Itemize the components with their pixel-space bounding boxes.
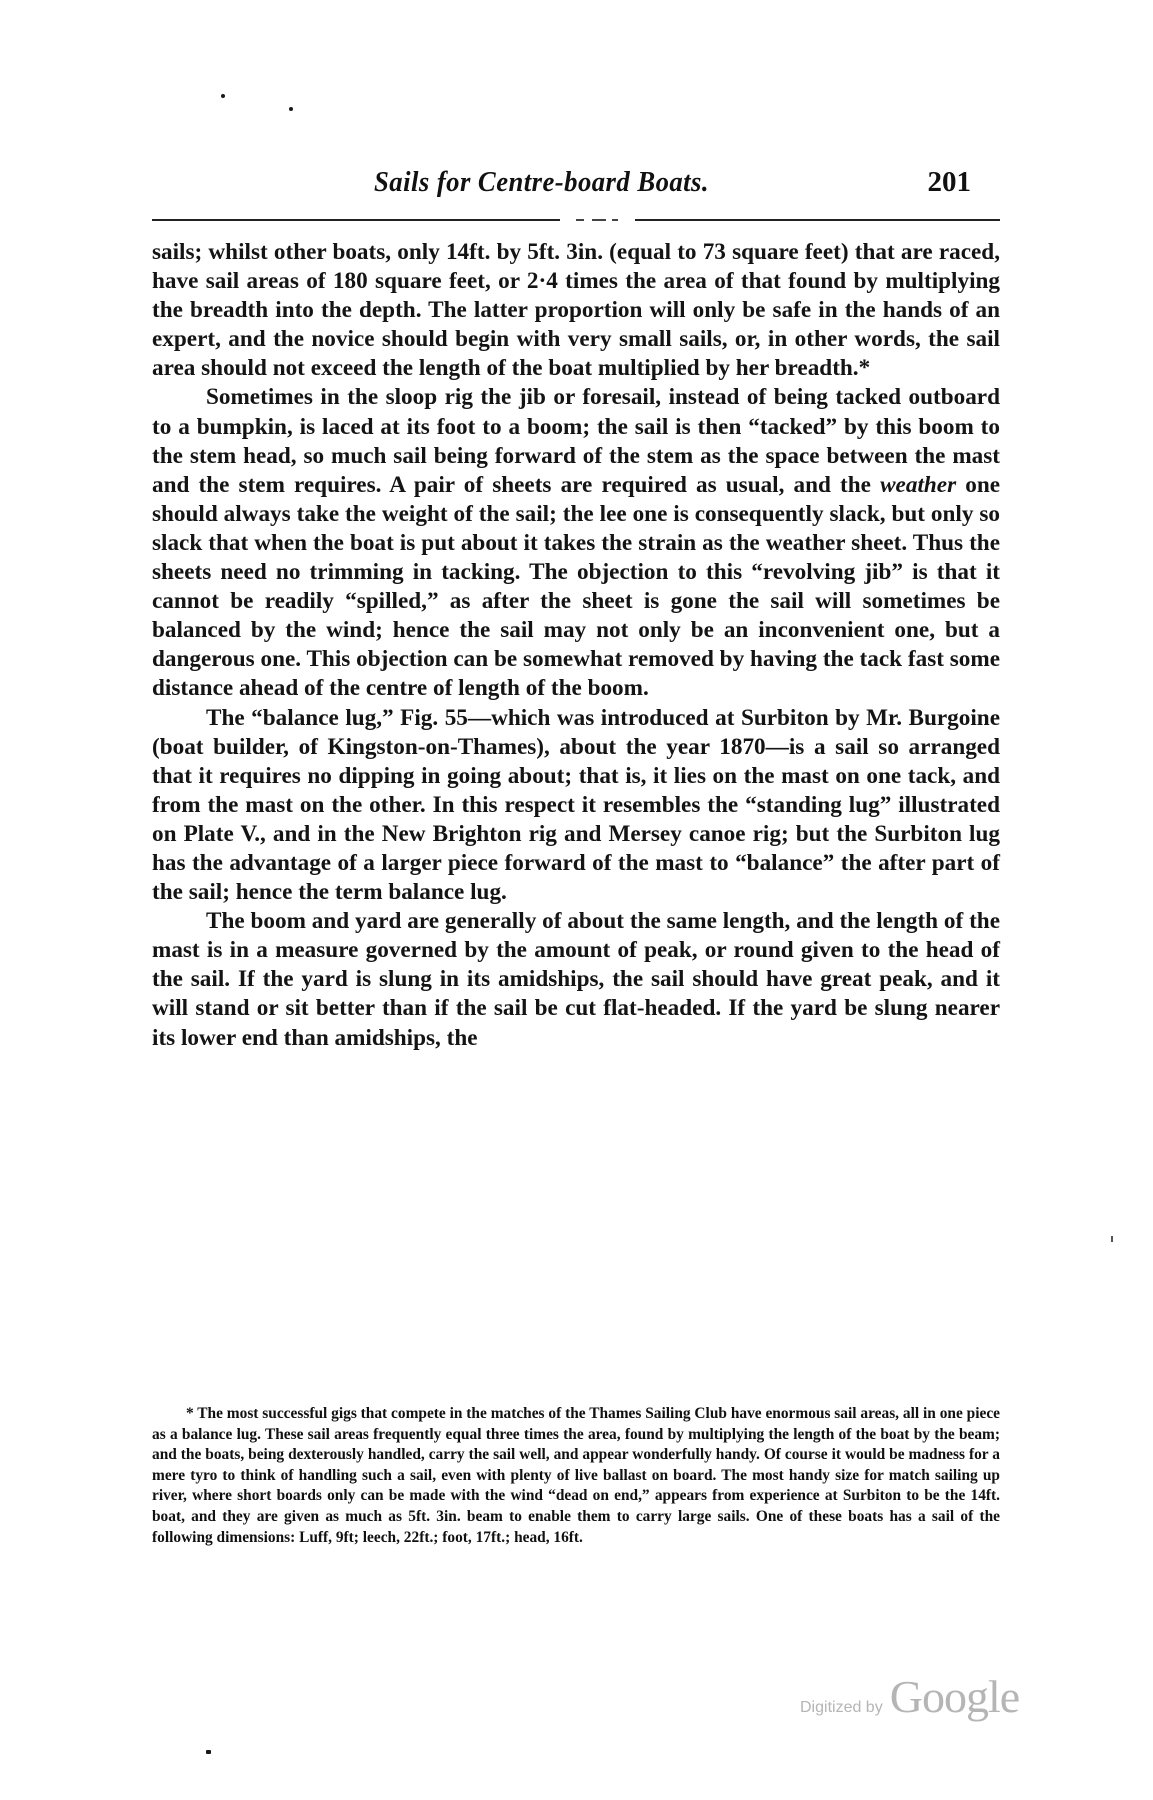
- google-logo: Google: [889, 1671, 1020, 1722]
- body-text: [152, 238, 1000, 1053]
- scan-speck: [289, 107, 293, 111]
- header-rule-fragment: [612, 219, 618, 221]
- header-rule-fragment: [592, 219, 606, 221]
- paragraph-text: Sometimes in the sloop rig the jib or foresail, instead of being tacked outboard to a bumpkin, is laced at its foot to a boom; the sail is then “tacked” by this boom to the stem head, so much sail being forward of the stem as the space between the mast and the stem requires. A pair of sheets are required as usual, and the: [152, 384, 1000, 498]
- italic-emphasis: weather: [880, 471, 957, 498]
- page-number: 201: [927, 166, 971, 198]
- running-title: Sails for Centre-board Boats.: [374, 166, 710, 198]
- paragraph-boom-and-yard: The boom and yard are generally of about the same length, and the length of the mast is in a measure governed by the amount of peak, or round given to the head of the sail. If the yard is slung in its amidships, the sail should have great peak, and it will stand or sit better than if the sail be cut flat-headed. If the yard be slung nearer its lower end than amidships, the: [152, 908, 1000, 1051]
- paragraph-sloop-rig: [152, 383, 1000, 703]
- scan-margin-mark: [1111, 1236, 1113, 1242]
- paragraph-continued: sails; whilst other boats, only 14ft. by 5ft. 3in. (equal to 73 square feet) that are raced, have sail areas of 180 square feet, or 2·4 times the area of that found by multiplying the breadth into the depth. The latter proportion will only be safe in the hands of an expert, and the novice should begin with very small sails, or, in other words, the sail area should not exceed the length of the boat multiplied by her breadth.*: [152, 239, 1000, 382]
- digitized-watermark: [800, 1670, 1019, 1723]
- paragraph-balance-lug: The “balance lug,” Fig. 55—which was introduced at Surbiton by Mr. Burgoine (boat builder, of Kingston-on-Thames), about the year 1870—is a sail so arranged that it requires no dipping in going about; that is, it lies on the mast on one tack, and from the mast on the other. In this respect it resembles the “standing lug” illustrated on Plate V., and in the New Brighton rig and Mersey canoe rig; but the Surbiton lug has the advantage of a larger piece forward of the mast to “balance” the after part of the sail; hence the term balance lug.: [152, 704, 1000, 906]
- header-rule-fragment: [576, 219, 584, 221]
- digitized-by-label: Digitized by: [800, 1699, 883, 1716]
- footnote: [152, 1404, 1000, 1548]
- paragraph-text: one should always take the weight of the sail; the lee one is consequently slack, but only so slack that when the boat is put about it takes the strain as the weather sheet. Thus the sheets need no trimming in tacking. The objection to this “revolving jib” is that it cannot be readily “spilled,” as after the sheet is gone the sail will sometimes be balanced by the wind; hence the sail may not only be an inconvenient one, but a dangerous one. This objection can be somewhat removed by having the tack fast some distance ahead of the centre of length of the boom.: [152, 471, 1001, 702]
- footnote-text: * The most successful gigs that compete in the matches of the Thames Sailing Club have enormous sail areas, all in one piece as a balance lug. These sail areas frequently equal three times the area, found by multiplying the length of the boat by the beam; and the boats, being dexterously handled, carry the sail well, and appear wonderfully handy. Of course it would be madness for a mere tyro to think of handling such a sail, even with plenty of live ballast on board. The most handy size for match sailing up river, where short boards only can be made with the wind “dead on end,” appears from experience at Surbiton to be the 14ft. boat, and they are given as much as 5ft. 3in. beam to enable them to carry large sails. One of these boats has a sail of the following dimensions: Luff, 9ft; leech, 22ft.; foot, 17ft.; head, 16ft.: [152, 1405, 1000, 1546]
- scan-speck: [206, 1750, 211, 1754]
- running-header: [152, 166, 997, 206]
- scan-speck: [221, 94, 225, 98]
